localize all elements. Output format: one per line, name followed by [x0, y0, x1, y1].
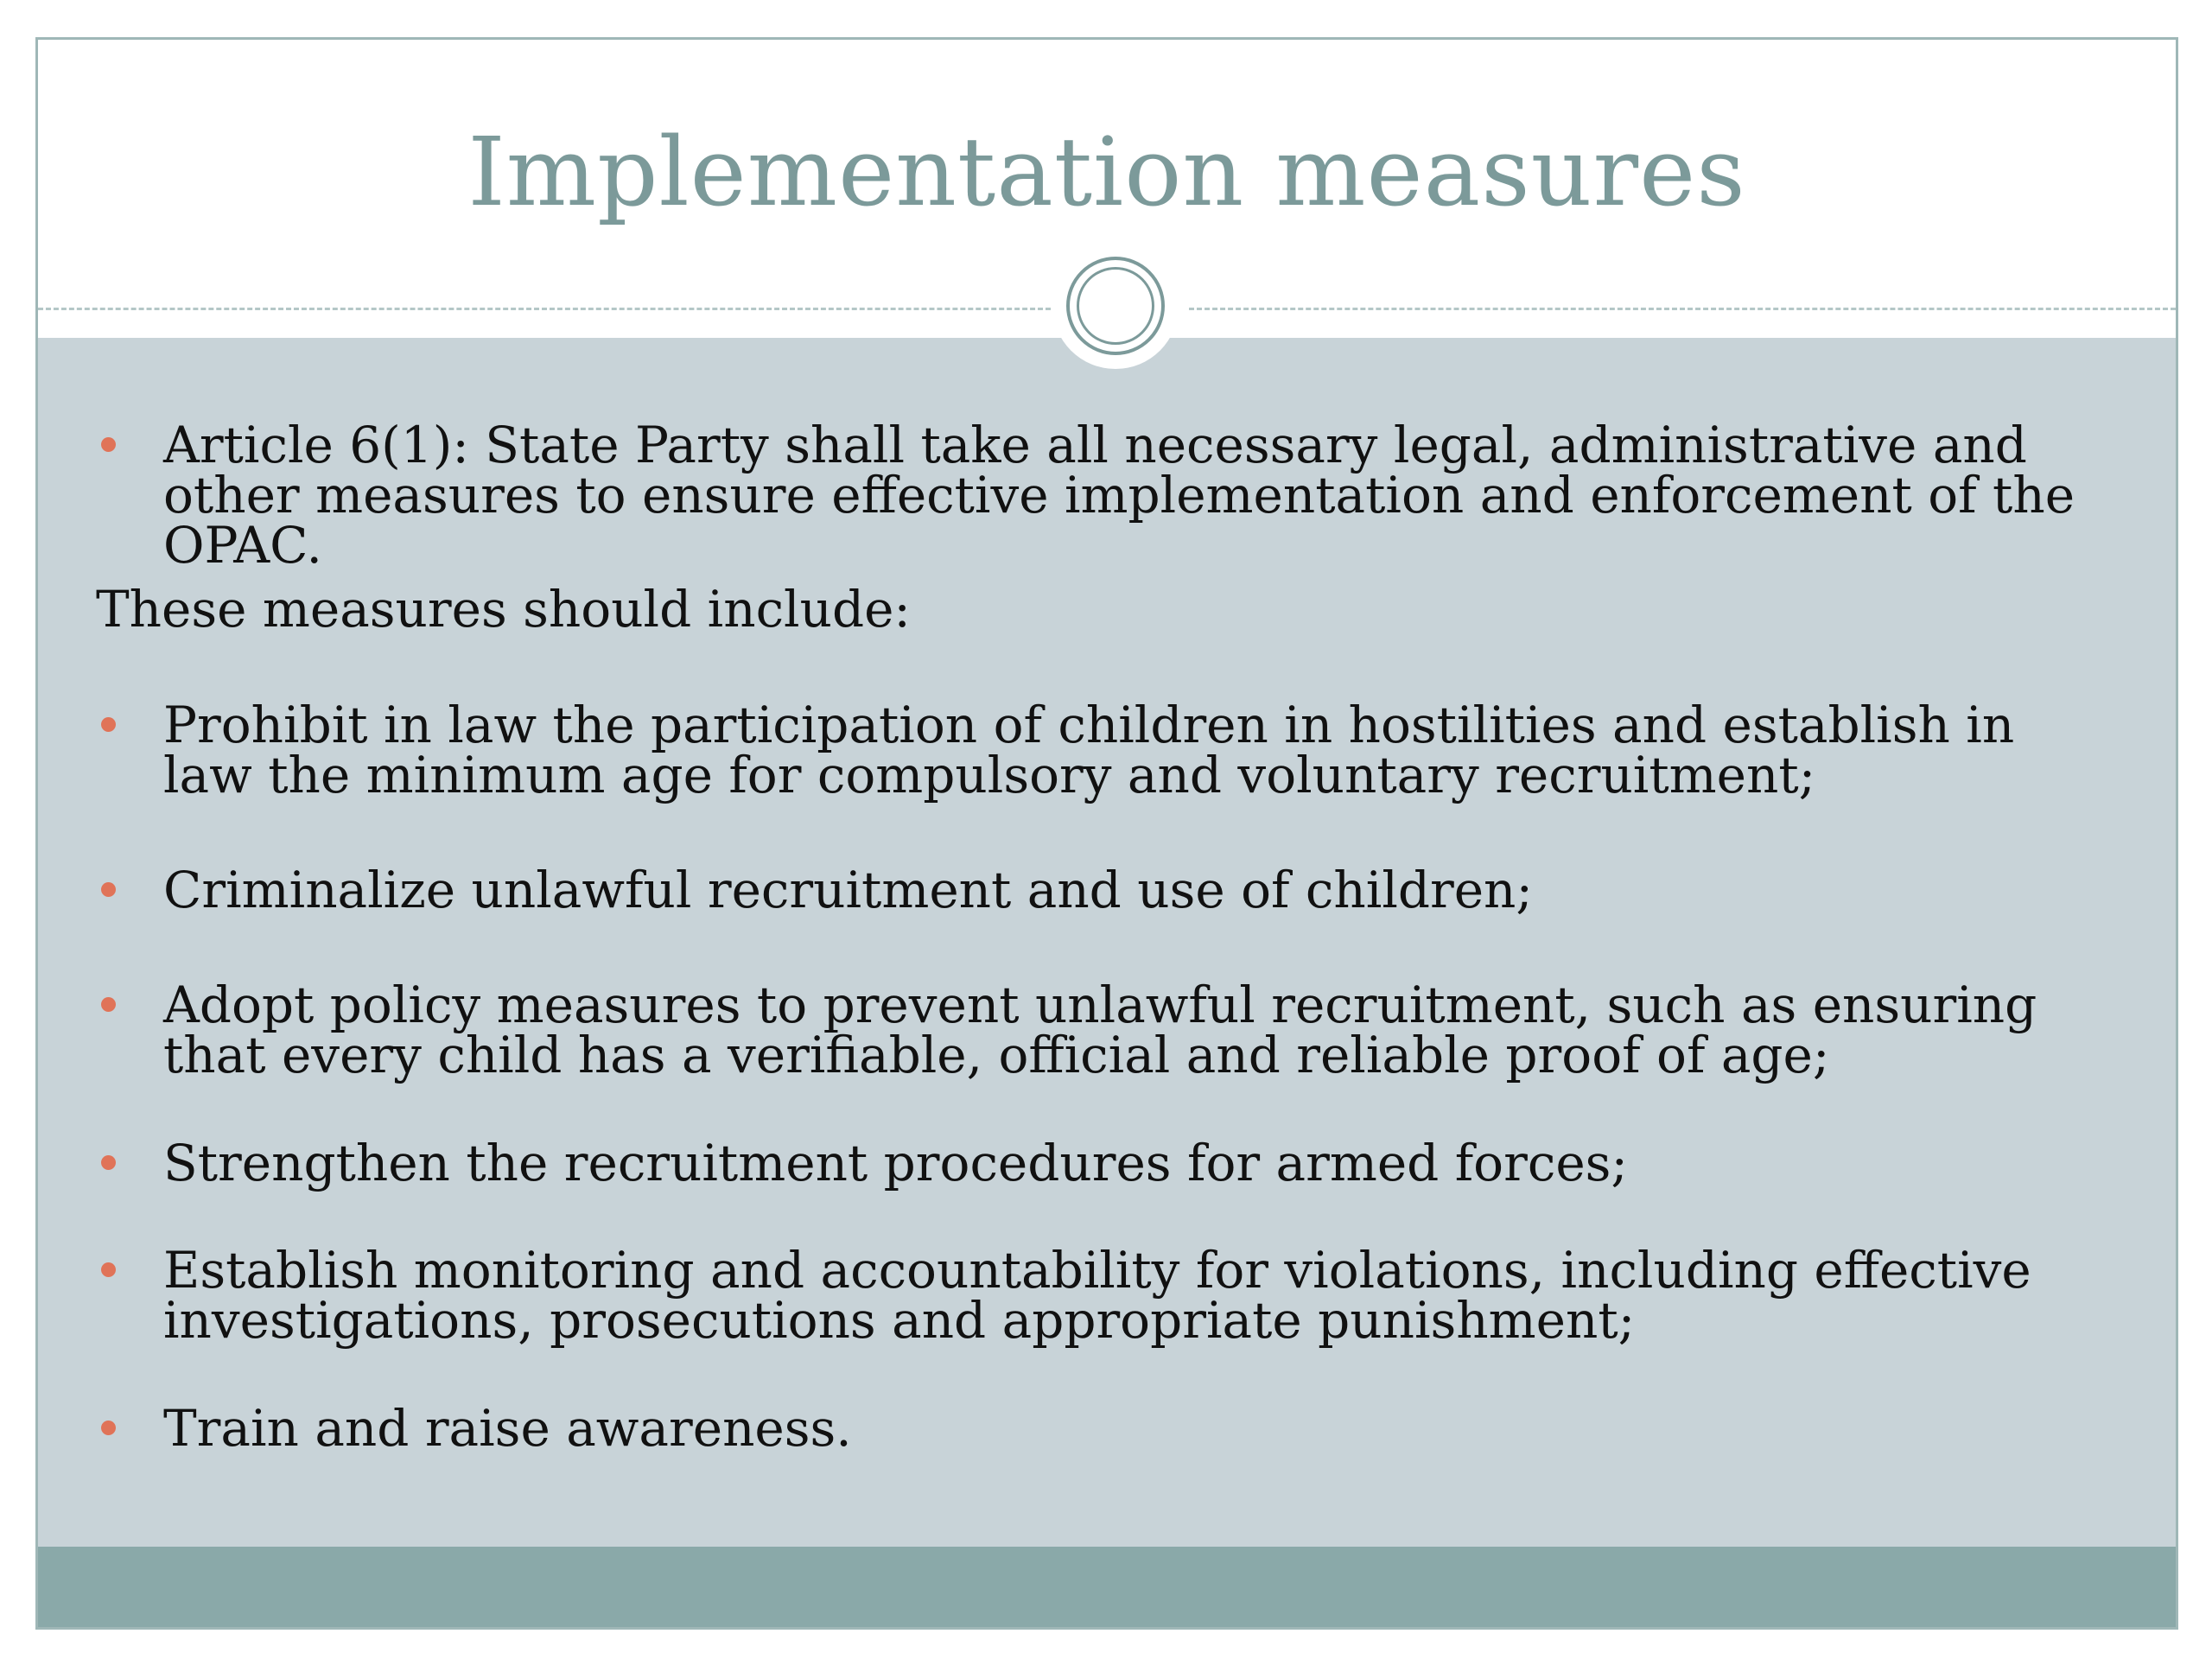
- content-area: [38, 338, 2176, 1549]
- slide: [35, 37, 2178, 1630]
- bullet-dot-icon: [101, 717, 116, 732]
- list-item: [163, 1241, 2116, 1350]
- list-item: [163, 1399, 2116, 1458]
- measure-text: Train and raise awareness.: [163, 1399, 852, 1458]
- list-item: [163, 861, 2116, 919]
- measure-text: Prohibit in law the participation of children in hostilities and establish in law the minimum age for compulsory and voluntary recruitment;: [163, 696, 2015, 804]
- bullet-dot-icon: [101, 882, 116, 897]
- list-item: [163, 976, 2116, 1084]
- bullet-dot-icon: [101, 1262, 116, 1277]
- slide-title: Implementation measures: [467, 117, 1746, 227]
- list-item-article-6: [163, 416, 2116, 575]
- measure-text: Criminalize unlawful recruitment and use of children;: [163, 861, 1533, 919]
- measure-text: Establish monitoring and accountability for violations, including effective investigations, prosecutions and appropriate punishment;: [163, 1241, 2031, 1350]
- measure-text: Adopt policy measures to prevent unlawful recruitment, such as ensuring that every child has a verifiable, official and reliable proof of age;: [163, 976, 2037, 1084]
- lead-in-text: These measures should include:: [96, 580, 911, 639]
- list-item: [163, 1134, 2116, 1192]
- measure-text: Strengthen the recruitment procedures for armed forces;: [163, 1134, 1628, 1192]
- article-6-text: Article 6(1): State Party shall take all necessary legal, administrative and other measures to ensure effective implementation and enforcement of the OPAC.: [163, 416, 2075, 575]
- list-item: [163, 696, 2116, 804]
- title-divider-left: [38, 308, 1051, 310]
- bullet-dot-icon: [101, 437, 116, 452]
- title-divider-right: [1189, 308, 2176, 310]
- bullet-dot-icon: [101, 1421, 116, 1435]
- title-ornament-circle-icon: [1052, 243, 1179, 369]
- bullet-dot-icon: [101, 997, 116, 1012]
- footer-band: [38, 1547, 2176, 1627]
- bullet-dot-icon: [101, 1155, 116, 1170]
